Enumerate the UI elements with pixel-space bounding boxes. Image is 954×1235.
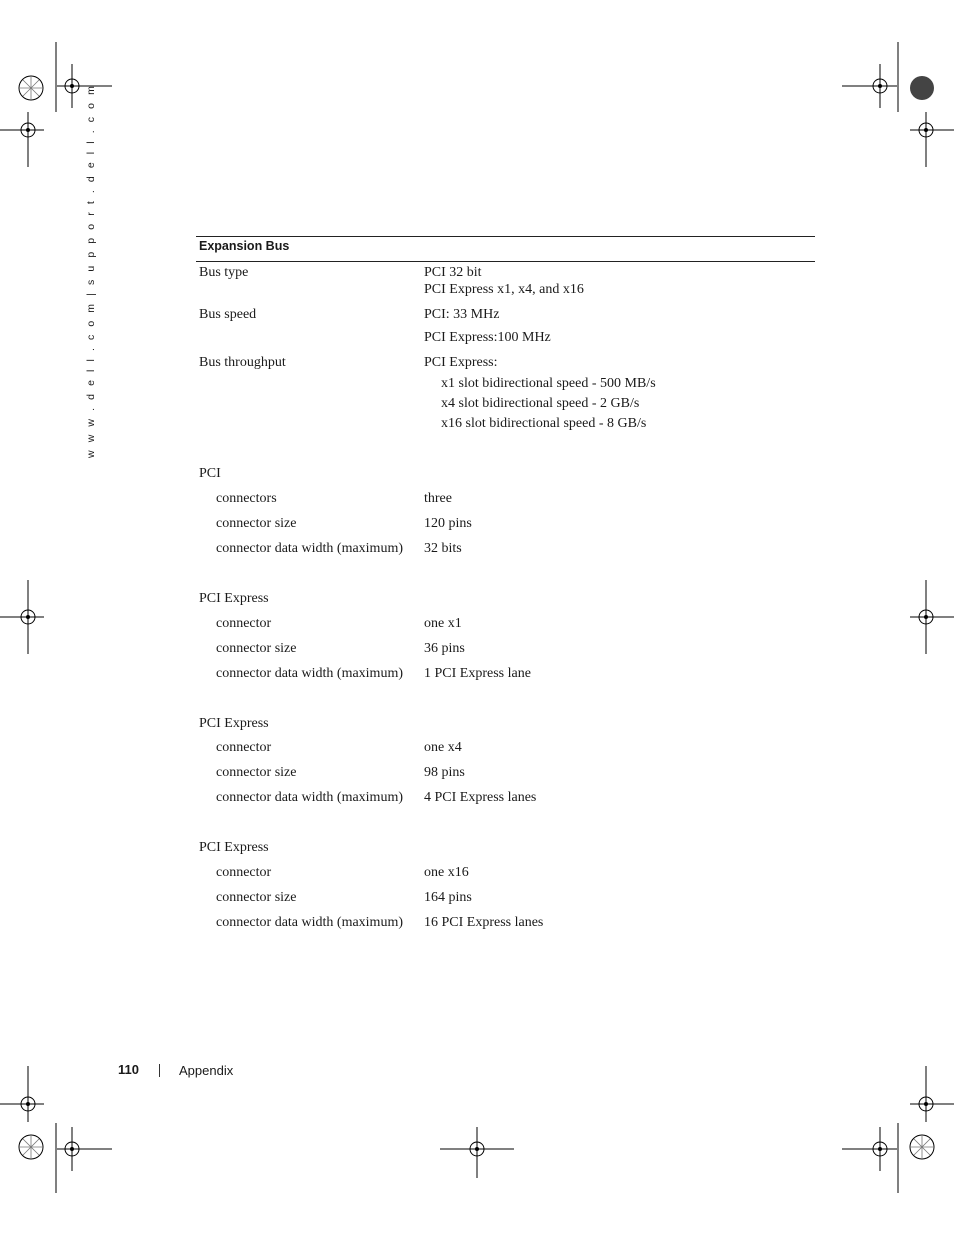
spec-label: connectors <box>216 491 277 506</box>
spec-label: connector <box>216 740 272 755</box>
bus-speed-value: PCI Express:100 MHz <box>424 330 551 345</box>
spec-label: connector data width (maximum) <box>216 541 403 556</box>
spec-label: connector data width (maximum) <box>216 915 403 930</box>
bus-throughput-value: PCI Express: <box>424 355 498 370</box>
spec-value: 16 PCI Express lanes <box>424 915 544 930</box>
spec-label: connector size <box>216 641 297 656</box>
spec-value: 36 pins <box>424 641 465 656</box>
spec-value: 120 pins <box>424 516 472 531</box>
bus-speed-value: PCI: 33 MHz <box>424 307 500 322</box>
group-heading: PCI <box>199 466 221 481</box>
bus-throughput-value: x1 slot bidirectional speed - 500 MB/s <box>441 376 656 391</box>
group-heading: PCI Express <box>199 591 269 606</box>
spec-label: connector size <box>216 890 297 905</box>
spec-label: connector size <box>216 765 297 780</box>
spec-label: connector size <box>216 516 297 531</box>
spec-value: 32 bits <box>424 541 462 556</box>
spec-value: 4 PCI Express lanes <box>424 790 537 805</box>
page-number: 110 <box>118 1062 139 1077</box>
table-top-rule <box>196 236 815 237</box>
section-title: Expansion Bus <box>199 239 290 253</box>
spec-value: 164 pins <box>424 890 472 905</box>
group-heading: PCI Express <box>199 716 269 731</box>
spec-value: one x1 <box>424 616 462 631</box>
bus-type-label: Bus type <box>199 265 249 280</box>
footer-divider <box>159 1064 160 1077</box>
spec-value: one x16 <box>424 865 469 880</box>
spec-label: connector data width (maximum) <box>216 666 403 681</box>
bus-speed-label: Bus speed <box>199 307 257 322</box>
group-heading: PCI Express <box>199 840 269 855</box>
spec-value: 98 pins <box>424 765 465 780</box>
bus-throughput-value: x16 slot bidirectional speed - 8 GB/s <box>441 416 647 431</box>
side-url-text: w w w . d e l l . c o m | s u p p o r t . d e l l . c o m <box>85 83 97 458</box>
spec-value: 1 PCI Express lane <box>424 666 531 681</box>
spec-label: connector <box>216 616 272 631</box>
bus-type-value: PCI Express x1, x4, and x16 <box>424 282 584 297</box>
spec-label: connector <box>216 865 272 880</box>
table-header-rule <box>196 261 815 262</box>
footer-section-title: Appendix <box>179 1063 234 1078</box>
bus-type-value: PCI 32 bit <box>424 265 482 280</box>
spec-label: connector data width (maximum) <box>216 790 403 805</box>
spec-value: three <box>424 491 452 506</box>
bus-throughput-label: Bus throughput <box>199 355 286 370</box>
bus-throughput-value: x4 slot bidirectional speed - 2 GB/s <box>441 396 640 411</box>
spec-value: one x4 <box>424 740 462 755</box>
